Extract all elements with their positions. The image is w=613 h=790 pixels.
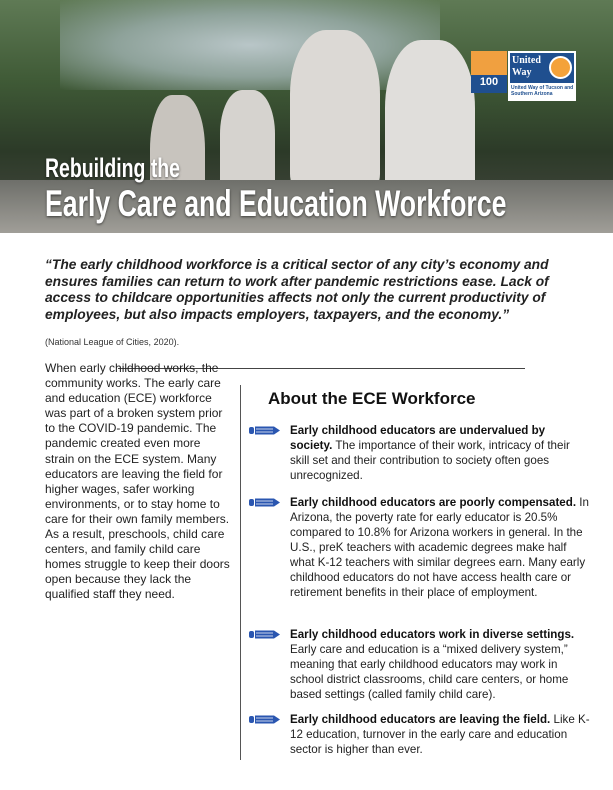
ece-fact-item [290, 495, 590, 600]
intro-paragraph: When early childhood works, the community works. The early care and education (ECE) workforce was part of a broken system prior to the COVID-19 pandemic. The pandemic created even more strain on the ECE system. Many educators are leaving the field for higher wages, safer working environments, or to stay home to care for their own family members. As a result, preschools, child care centers, and family child care homes struggle to keep their doors open because they lack the qualified staff they need. [45, 361, 230, 602]
photo-sky [60, 0, 440, 90]
fact-lead: Early childhood educators are undervalued by society. [290, 424, 546, 452]
fact-lead: Early childhood educators are poorly compensated. [290, 496, 577, 509]
ece-fact-item [290, 627, 590, 702]
pencil-icon [249, 715, 283, 724]
pencil-icon [249, 426, 283, 435]
ece-fact-item [290, 423, 590, 483]
fact-body: Like K-12 education, turnover in the early care and education sector is higher than ever. [290, 713, 590, 756]
pencil-icon [249, 630, 283, 639]
header-photo [0, 0, 613, 233]
photo-person [290, 30, 380, 190]
united-way-logo-subtitle: United Way of Tucson and Southern Arizona [511, 85, 574, 97]
fact-lead: Early childhood educators are leaving the field. [290, 713, 551, 726]
united-way-logo-text: United Way [512, 55, 541, 78]
pull-quote: “The early childhood workforce is a critical sector of any city’s economy and ensures families can return to work after pandemic restrictions ease. Lack of access to childcare opportunities affects not only the current productivity of employees, but also impacts employers, taxpayers, and the economy.” [45, 257, 549, 322]
ece-fact-item [290, 712, 590, 757]
pencil-icon [249, 498, 283, 507]
fact-body: Early care and education is a “mixed delivery system,” meaning that early childhood educators may work in school district classrooms, child care centers, or home based settings (called family child care). [290, 643, 569, 701]
anniversary-logo-text: 100 [471, 75, 507, 93]
united-way-logo [508, 51, 576, 101]
title-line-2: Early Care and Education Workforce [45, 183, 507, 224]
fact-lead: Early childhood educators work in diverse settings. [290, 628, 575, 641]
citation: (National League of Cities, 2020). [45, 337, 180, 347]
united-way-sun-icon [549, 56, 572, 79]
anniversary-logo [471, 51, 507, 93]
fact-body: The importance of their work, intricacy of their skill set and their contribution to society often goes unrecognized. [290, 439, 570, 482]
fact-body: In Arizona, the poverty rate for early educator is 20.5% compared to 10.8% for Arizona workers in general. In the U.S., preK teachers with academic degrees make half what K-12 teachers with similar degrees earn. Many early childhood educators do not have access health care or retirement benefits in their place of employment. [290, 496, 589, 599]
section-title: About the ECE Workforce [268, 389, 476, 408]
column-divider [240, 385, 241, 760]
title-line-1: Rebuilding the [45, 153, 180, 183]
